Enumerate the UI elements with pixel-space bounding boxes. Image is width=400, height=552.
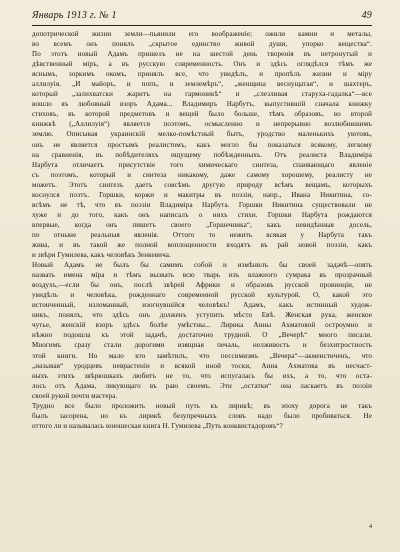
text-line: можетъ. Этотъ синтезъ даетъ совсѣмъ другую природу всѣмъ вещамъ, которыхъ [32, 180, 372, 189]
text-line: стиховъ, въ которой предметовъ и вещей было больше, тѣмъ образовъ, во второй [32, 110, 372, 119]
text-line: Трудно все было проложить новый путь къ лирикѣ; въ эпоху дорога не такъ [32, 401, 372, 410]
signature-mark: 4 [369, 524, 372, 530]
text-line: на сравненія, въ побѣдителяхъ ищущему побѣжденныхъ. Отъ реалиста Владиміра [32, 150, 372, 159]
text-line: увидѣлъ и человѣка, рожденнаго современной русской культурой. О, какой это [32, 291, 372, 300]
text-line: по отныне реальныя явленія. Оттого то нежить всякая у Нарбута такъ [32, 230, 372, 239]
text-line: оттого ли и называлась юношеская книга Н. Гумилева „Путь конквистадоровъ“? [32, 421, 283, 430]
text-line: По этотъ новый Адамъ пришелъ не на шестой день творенія въ нетронутый и [32, 50, 372, 59]
text-line: никъ, понялъ, что здѣсь онъ долженъ уступить мѣсто Евѣ. Женская рука, женское [32, 311, 372, 320]
text-line: впервые, когда онъ пишетъ своего „Горшечника“, какъ невидѣнныя досель, [32, 220, 372, 229]
text-line: „называя“ уродцевъ неврастеніи и всякой иной тоски, Анна Ахматова въ несчаст- [32, 361, 372, 370]
text-line: истонченный, изломанный, изогнувшійся человѣкъ! Адамъ, какъ истинный худож- [32, 301, 372, 310]
text-line: Многимъ сразу стали дорогими изящная печаль, нелживость и безхитростность [32, 341, 372, 350]
text-line: и звѣри Гумилева, какъ человѣкъ Зенкевича. [32, 251, 171, 260]
text-line: нѣжно подошла къ этой задачѣ, достаточно трудной. О „Вечерѣ“ много писали. [32, 331, 372, 340]
text-line: дѣвственный міръ, а въ русскую современность. Онъ и здѣсь оглядѣлся тѣмъ же [32, 60, 372, 69]
text-line: во всемъ онъ понялъ „скрытое единство живой души, упорко вещества“. [32, 40, 372, 49]
text-line: который „залихватски жаритъ на гармоникѣ“ и „слезливая старуха-гадалка“—все [32, 90, 372, 99]
text-line: былъ засорена, но къ лирикѣ безупречныхъ словъ надо было пробиваться. Не [32, 411, 372, 420]
text-line: своей рукой почти мастера. [32, 391, 118, 400]
running-header [32, 10, 372, 24]
text-line: онъ не является простымъ реалистомъ, какъ могло бы показаться всякому, легкому [32, 140, 372, 149]
text-line: книжкѣ („Аллилуія“) является поэтомъ, осмысленно и непрерывно возлюбившимъ [32, 120, 372, 129]
text-line: Нарбута отличаетъ присутствіе того химическаго синтеза, спаивающаго явленіе [32, 160, 372, 169]
text-line: этой книги. Но мало кто замѣтилъ, что пессимизмъ „Вечера“—акмеистиченъ, что [32, 351, 372, 360]
text-line: лось отъ Адама, ликующаго въ раю своемъ. Эти „остатки“ она ласкаетъ въ поэзіи [32, 381, 372, 390]
text-line: чутье, женскій взоръ здѣсь болѣе умѣстны... Лирика Анны Ахматовой остроумно и [32, 321, 372, 330]
text-line: всѣмъ не тѣ, что въ поэзіи Владиміра Нарбута. Горшки Никитина существовали не [32, 200, 372, 209]
text-line: допотрической жизни земли—пьянили его воображеніе; ожили камни и металы, [32, 30, 372, 38]
page-number: 49 [361, 10, 372, 21]
text-line: вошло въ любовный взоръ Адама... Владимиръ Нарбутъ, выпустившій сначала книжку [32, 100, 372, 109]
text-line: съ поэтомъ, который и синтеза никакому, даже самому хорошему, реалисту не [32, 170, 372, 179]
text-line: хуже и до того, какъ онъ написалъ о нихъ стихи. Горшки Нарбута рождаются [32, 210, 372, 219]
text-line: коснулся поэтъ. Горшки, коржи и макитры въ поэзіи, напр., Ивана Никитина, со- [32, 190, 372, 199]
issue-label: Январь 1913 г. № 1 [32, 10, 117, 21]
article-body [32, 29, 372, 431]
text-line: землю. Описывая украинскій мелко-помѣстный бытъ, уродство маленькихъ уютовъ, [32, 130, 372, 139]
header-rule [32, 25, 372, 26]
text-line: ныхъ этихъ звѣрюшкахъ любитъ не то, что испугалась бы ихъ, а то, что оста- [32, 371, 372, 380]
text-line: назвать имена міра и тѣмъ вызвать всю тварь изъ влажного сумрака въ прозрачный [32, 271, 372, 280]
text-line: воздухъ,—если бы онъ, послѣ звѣрей Африки и образовъ русской провинціи, не [32, 281, 372, 290]
text-line: аллилуія. „И майоръ, и попъ, и землемѣръ“, „женщина веснущатая“, и шахтеръ, [32, 80, 372, 89]
text-line: Новый Адамъ не былъ бы самимъ собой и измѣнилъ бы своей задачѣ—опять [32, 261, 372, 270]
text-line: жива, и въ такой же полной воплощенности входятъ въ рай новой поэзіи, какъ [32, 240, 372, 249]
text-line: яснымъ, зоркимъ окомъ, принялъ все, что увидѣлъ, и пропѣлъ жизни и міру [32, 70, 372, 79]
